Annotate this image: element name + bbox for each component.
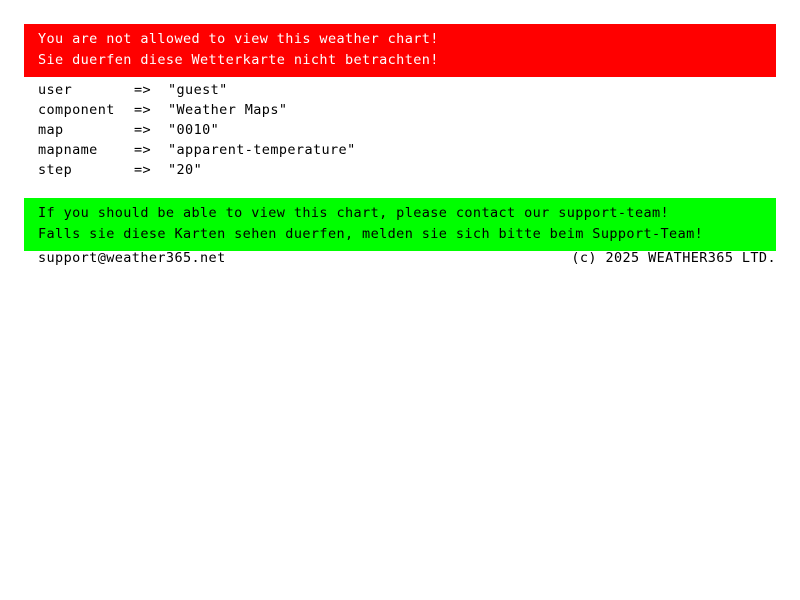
access-denied-message-en: You are not allowed to view this weather chart! bbox=[38, 31, 439, 47]
parameter-row-user bbox=[38, 80, 778, 100]
support-message-de: Falls sie diese Karten sehen duerfen, melden sie sich bitte beim Support-Team! bbox=[38, 226, 704, 242]
parameter-key: user bbox=[38, 82, 73, 98]
parameter-arrow: => bbox=[134, 82, 152, 98]
parameter-value: "0010" bbox=[168, 122, 220, 138]
parameter-value: "Weather Maps" bbox=[168, 102, 288, 118]
parameter-arrow: => bbox=[134, 162, 152, 178]
copyright-text: (c) 2025 WEATHER365 LTD. bbox=[571, 250, 776, 266]
footer bbox=[38, 250, 776, 266]
parameter-key: component bbox=[38, 102, 115, 118]
parameter-key: step bbox=[38, 162, 73, 178]
parameter-value: "20" bbox=[168, 162, 203, 178]
access-denied-banner bbox=[24, 24, 776, 77]
parameter-key: mapname bbox=[38, 142, 98, 158]
parameter-row-map bbox=[38, 120, 778, 140]
parameter-arrow: => bbox=[134, 102, 152, 118]
parameter-value: "apparent-temperature" bbox=[168, 142, 356, 158]
support-message-en: If you should be able to view this chart, please contact our support-team! bbox=[38, 205, 670, 221]
parameter-list bbox=[38, 80, 778, 180]
parameter-arrow: => bbox=[134, 142, 152, 158]
support-email-link[interactable]: support@weather365.net bbox=[38, 250, 226, 266]
access-denied-message-de: Sie duerfen diese Wetterkarte nicht betrachten! bbox=[38, 52, 439, 68]
parameter-key: map bbox=[38, 122, 64, 138]
support-banner bbox=[24, 198, 776, 251]
parameter-arrow: => bbox=[134, 122, 152, 138]
parameter-row-component bbox=[38, 100, 778, 120]
parameter-value: "guest" bbox=[168, 82, 228, 98]
parameter-row-mapname bbox=[38, 140, 778, 160]
parameter-row-step bbox=[38, 160, 778, 180]
